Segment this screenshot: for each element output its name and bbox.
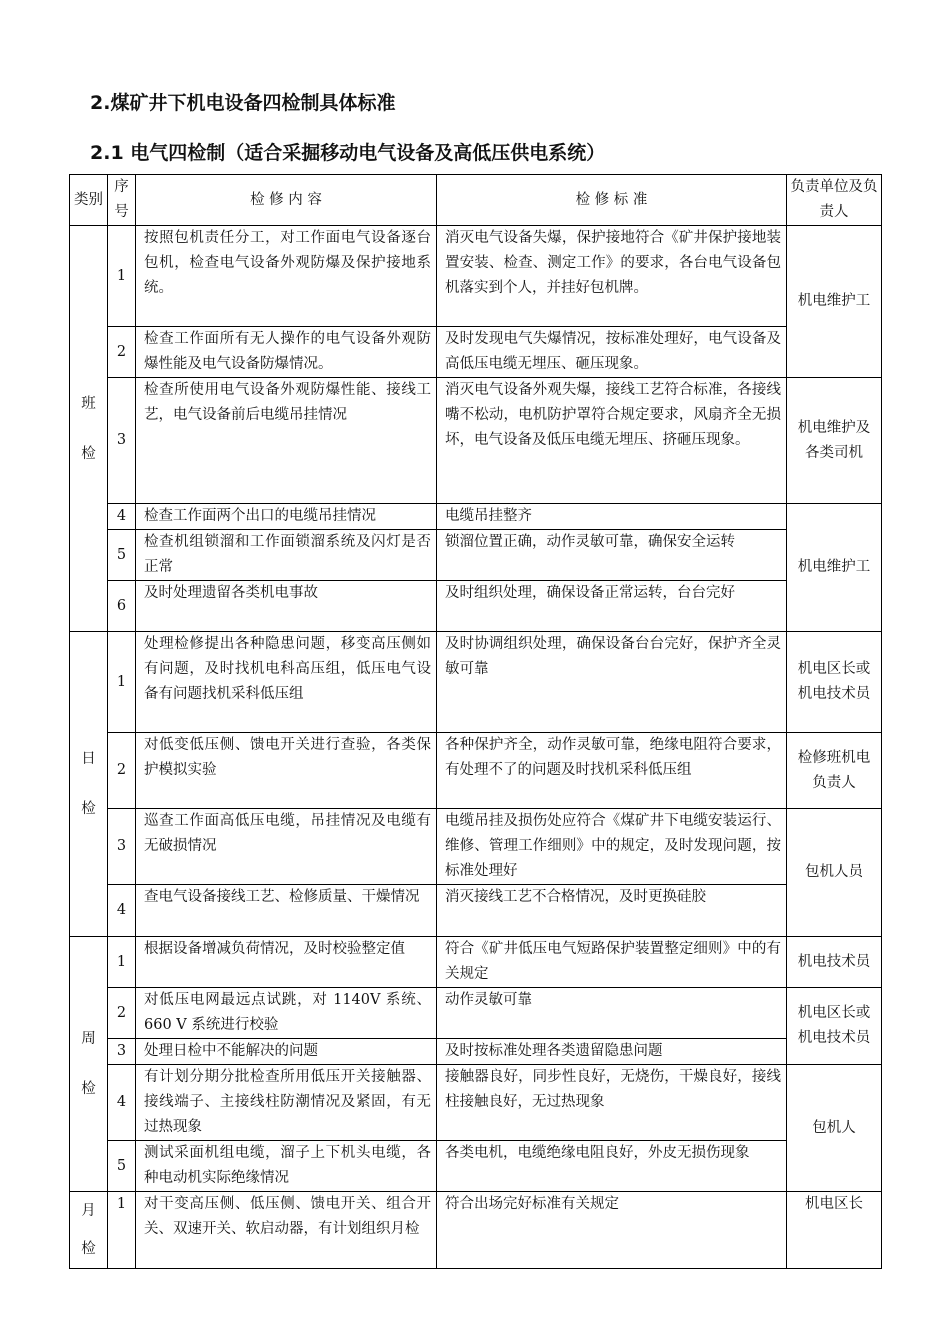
seq-cell: 2 <box>108 733 136 809</box>
seq-cell: 4 <box>108 885 136 937</box>
standard-cell: 消灭接线工艺不合格情况，及时更换硅胶 <box>437 885 787 937</box>
owner-cell: 检修班机电负责人 <box>787 733 882 809</box>
seq-cell: 1 <box>108 632 136 733</box>
header-content: 检 修 内 容 <box>136 175 437 226</box>
seq-cell: 2 <box>108 988 136 1039</box>
content-cell: 有计划分期分批检查所用低压开关接触器、接线端子、主接线柱防潮情况及紧固，有无过热现象 <box>136 1065 437 1141</box>
table-row <box>70 1192 882 1269</box>
owner-cell: 机电区长或机电技术员 <box>787 632 882 733</box>
content-cell: 按照包机责任分工，对工作面电气设备逐台包机，检查电气设备外观防爆及保护接地系统。 <box>136 226 437 327</box>
table-row <box>70 733 882 809</box>
standard-cell: 及时按标准处理各类遗留隐患问题 <box>437 1039 787 1065</box>
content-cell: 对低变低压侧、馈电开关进行查验，各类保护模拟实验 <box>136 733 437 809</box>
standard-cell: 消灭电气设备失爆，保护接地符合《矿井保护接地装置安装、检查、测定工作》的要求，各台电气设备包机落实到个人，并挂好包机牌。 <box>437 226 787 327</box>
header-owner: 负责单位及负责人 <box>787 175 882 226</box>
table-row <box>70 530 882 581</box>
standard-cell: 符合出场完好标准有关规定 <box>437 1192 787 1269</box>
content-cell: 及时处理遗留各类机电事故 <box>136 581 437 632</box>
table-row <box>70 937 882 988</box>
content-cell: 检查所使用电气设备外观防爆性能、接线工艺，电气设备前后电缆吊挂情况 <box>136 378 437 504</box>
owner-cell: 包机人 <box>787 1065 882 1192</box>
content-cell: 对干变高压侧、低压侧、馈电开关、组合开关、双速开关、软启动器，有计划组织月检 <box>136 1192 437 1269</box>
owner-cell: 机电区长或机电技术员 <box>787 988 882 1065</box>
standard-cell: 接触器良好，同步性良好，无烧伤，干燥良好，接线柱接触良好，无过热现象 <box>437 1065 787 1141</box>
table-row <box>70 226 882 327</box>
content-cell: 处理日检中不能解决的问题 <box>136 1039 437 1065</box>
seq-cell: 1 <box>108 226 136 327</box>
category-cell: 月 检 <box>70 1192 108 1269</box>
seq-cell: 5 <box>108 1141 136 1192</box>
owner-cell: 机电维护工 <box>787 504 882 632</box>
category-cell: 日 检 <box>70 632 108 937</box>
seq-cell: 1 <box>108 1192 136 1269</box>
section-title: 2.煤矿井下机电设备四检制具体标准 <box>90 92 396 114</box>
seq-cell: 2 <box>108 327 136 378</box>
standard-cell: 电缆吊挂整齐 <box>437 504 787 530</box>
table-row <box>70 1039 882 1065</box>
seq-cell: 1 <box>108 937 136 988</box>
standard-cell: 及时发现电气失爆情况，按标准处理好，电气设备及高低压电缆无埋压、砸压现象。 <box>437 327 787 378</box>
content-cell: 测试采面机组电缆，溜子上下机头电缆，各种电动机实际绝缘情况 <box>136 1141 437 1192</box>
owner-cell: 机电维护及各类司机 <box>787 378 882 504</box>
content-cell: 巡查工作面高低压电缆，吊挂情况及电缆有无破损情况 <box>136 809 437 885</box>
header-category: 类别 <box>70 175 108 226</box>
content-cell: 查电气设备接线工艺、检修质量、干燥情况 <box>136 885 437 937</box>
table-row <box>70 885 882 937</box>
standard-cell: 各种保护齐全，动作灵敏可靠，绝缘电阻符合要求，有处理不了的问题及时找机采科低压组 <box>437 733 787 809</box>
content-cell: 检查工作面两个出口的电缆吊挂情况 <box>136 504 437 530</box>
standard-cell: 各类电机，电缆绝缘电阻良好，外皮无损伤现象 <box>437 1141 787 1192</box>
subsection-title: 2.1 电气四检制（适合采掘移动电气设备及高低压供电系统） <box>90 142 606 164</box>
seq-cell: 6 <box>108 581 136 632</box>
table-row <box>70 1141 882 1192</box>
table-header-row <box>70 175 882 226</box>
owner-cell: 机电区长 <box>787 1192 882 1269</box>
category-cell: 周 检 <box>70 937 108 1192</box>
content-cell: 对低压电网最远点试跳，对 1140V 系统、660 V 系统进行校验 <box>136 988 437 1039</box>
table-row <box>70 504 882 530</box>
seq-cell: 5 <box>108 530 136 581</box>
table-row <box>70 632 882 733</box>
seq-cell: 3 <box>108 1039 136 1065</box>
owner-cell: 机电技术员 <box>787 937 882 988</box>
content-cell: 根据设备增减负荷情况，及时校验整定值 <box>136 937 437 988</box>
table-row <box>70 581 882 632</box>
table-row <box>70 378 882 504</box>
content-cell: 处理检修提出各种隐患问题，移变高压侧如有问题，及时找机电科高压组，低压电气设备有问题找机采科低压组 <box>136 632 437 733</box>
table-row <box>70 327 882 378</box>
table-row <box>70 1065 882 1141</box>
seq-cell: 3 <box>108 378 136 504</box>
standard-cell: 消灭电气设备外观失爆，接线工艺符合标准，各接线嘴不松动，电机防护罩符合规定要求，风扇齐全无损坏，电气设备及低压电缆无埋压、挤砸压现象。 <box>437 378 787 504</box>
standard-cell: 电缆吊挂及损伤处应符合《煤矿井下电缆安装运行、维修、管理工作细则》中的规定，及时发现问题，按标准处理好 <box>437 809 787 885</box>
seq-cell: 4 <box>108 1065 136 1141</box>
header-seq: 序号 <box>108 175 136 226</box>
content-cell: 检查机组锁溜和工作面锁溜系统及闪灯是否正常 <box>136 530 437 581</box>
category-cell: 班 检 <box>70 226 108 632</box>
standard-cell: 锁溜位置正确，动作灵敏可靠，确保安全运转 <box>437 530 787 581</box>
owner-cell: 包机人员 <box>787 809 882 937</box>
table-row <box>70 988 882 1039</box>
inspection-table <box>69 174 882 1269</box>
table-row <box>70 809 882 885</box>
content-cell: 检查工作面所有无人操作的电气设备外观防爆性能及电气设备防爆情况。 <box>136 327 437 378</box>
standard-cell: 及时协调组织处理，确保设备台台完好，保护齐全灵敏可靠 <box>437 632 787 733</box>
owner-cell: 机电维护工 <box>787 226 882 378</box>
seq-cell: 4 <box>108 504 136 530</box>
header-standard: 检 修 标 准 <box>437 175 787 226</box>
standard-cell: 动作灵敏可靠 <box>437 988 787 1039</box>
seq-cell: 3 <box>108 809 136 885</box>
standard-cell: 及时组织处理，确保设备正常运转，台台完好 <box>437 581 787 632</box>
standard-cell: 符合《矿井低压电气短路保护装置整定细则》中的有关规定 <box>437 937 787 988</box>
